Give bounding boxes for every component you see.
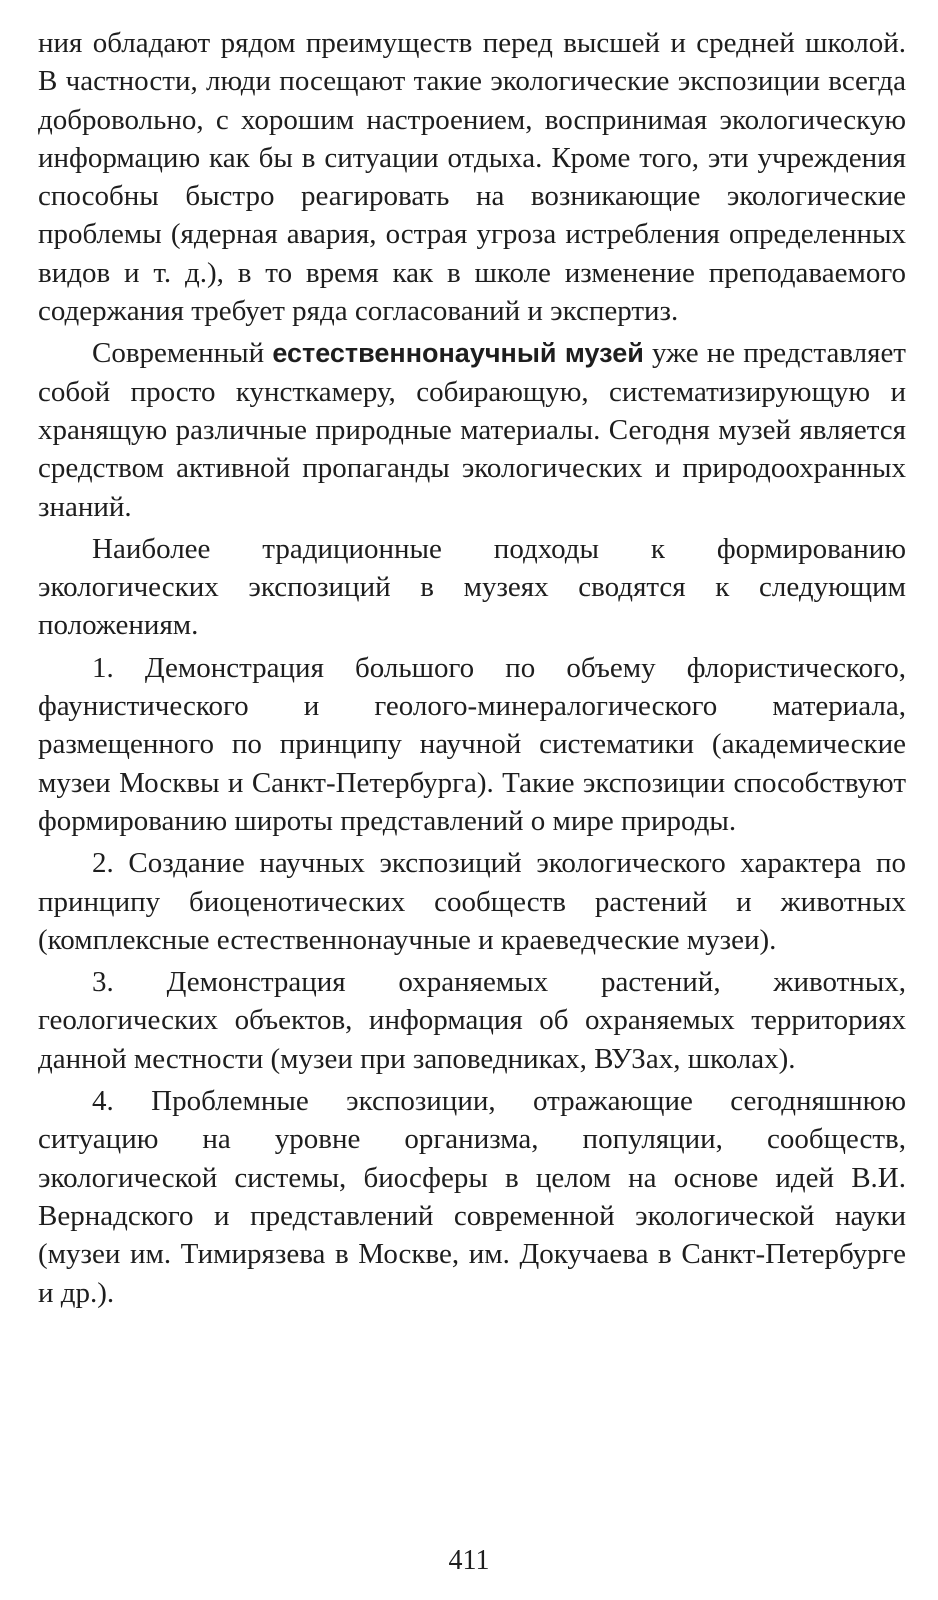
paragraph-approaches-intro: Наиболее традиционные подходы к формированию экологических экспозиций в музеях сводятся к следующим положениям. bbox=[38, 532, 906, 642]
list-item-4: 4. Проблемные экспозиции, отражающие сегодняшнюю ситуацию на уровне организма, популяции, сообществ, экологической системы, биосферы в целом на основе идей В.И. Вернадского и представлений современной экологической науки (музеи им. Тимирязева в Москве, им. Докучаева в Санкт-Петербурге и др.). bbox=[38, 1085, 906, 1309]
paragraph-continuation: ния обладают рядом преимуществ перед высшей и средней школой. В частности, люди посещают такие экологические экспозиции всегда добровольно, с хорошим настроением, воспринимая экологическую информацию как бы в ситуации отдыха. Кроме того, эти учреждения способны быстро реагировать на возникающие экологические проблемы (ядерная авария, острая угроза истребления определенных видов и т. д.), в то время как в школе изменение преподаваемого содержания требует ряда согласований и экспертиз. bbox=[38, 27, 906, 328]
paragraph-natural-science-museum bbox=[38, 334, 906, 525]
list-item-2: 2. Создание научных экспозиций экологического характера по принципу биоценотических сообществ растений и животных (комплексные естественнонаучные и краеведческие музеи). bbox=[38, 847, 906, 956]
paragraph-text-start: Современный bbox=[92, 337, 273, 370]
list-item-1: 1. Демонстрация большого по объему флористического, фаунистического и геолого-минералогического материала, размещенного по принципу научной систематики (академические музеи Москвы и Санкт-Петербурга). Такие экспозиции способствуют формированию широты представлений о мире природы. bbox=[38, 651, 906, 837]
page-number: 411 bbox=[448, 1545, 490, 1576]
paragraph-text-end: уже не представляет собой просто кунсткамеру, собирающую, систематизирующую и хранящую различные природные материалы. Сегодня музей является средством активной пропаганды экологических и природоохранных знаний. bbox=[38, 337, 906, 523]
page-body bbox=[38, 24, 906, 1312]
list-item-3: 3. Демонстрация охраняемых растений, животных, геологических объектов, информация об охраняемых территориях данной местности (музеи при заповедниках, ВУЗах, школах). bbox=[38, 966, 906, 1075]
highlighted-term: естественнонаучный музей bbox=[272, 338, 644, 369]
